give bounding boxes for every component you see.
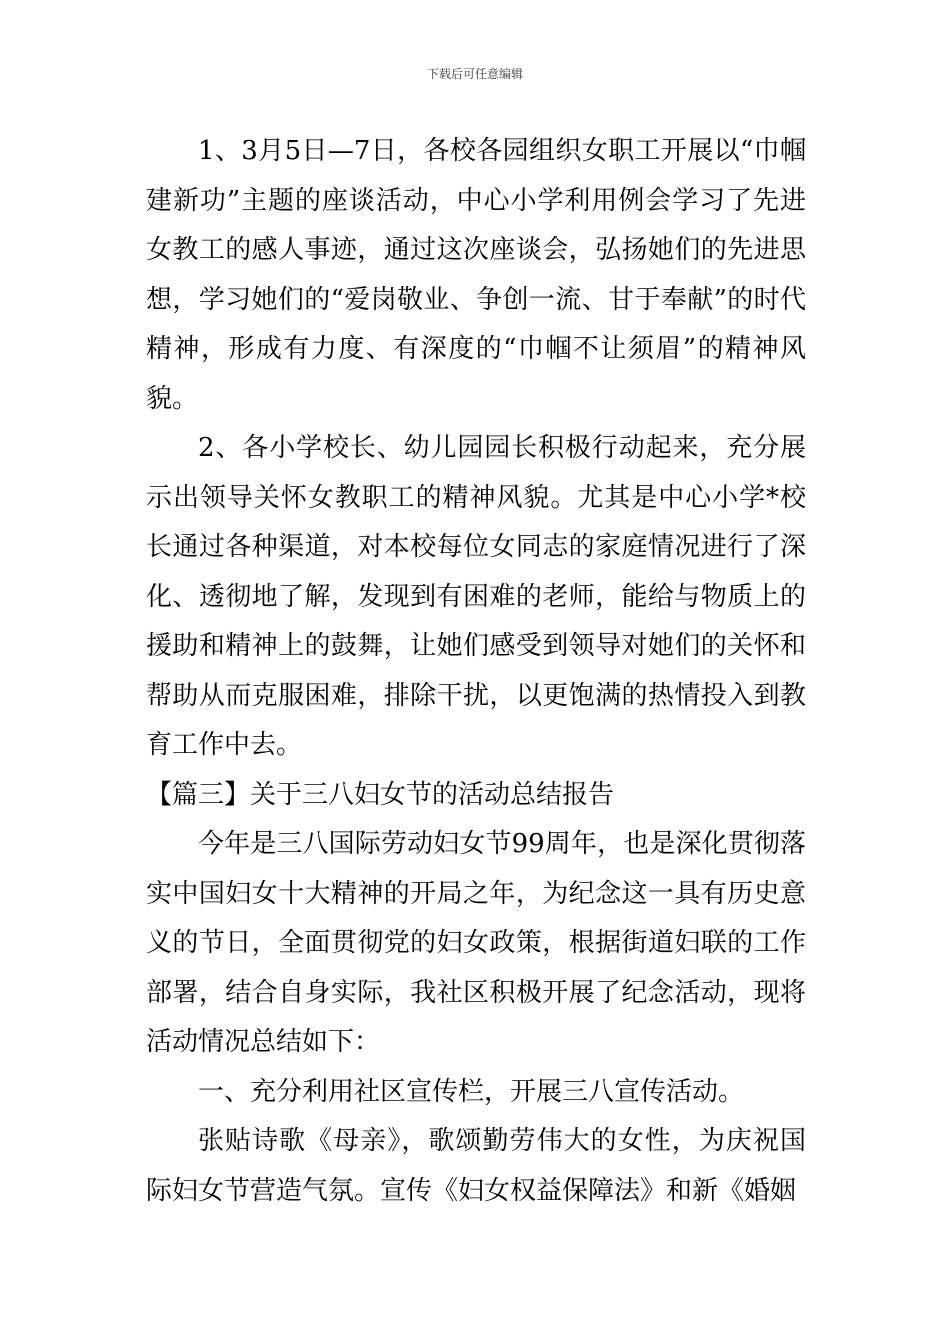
paragraph-5: 张贴诗歌《母亲》，歌颂勤劳伟大的女性，为庆祝国际妇女节营造气氛。宣传《妇女权益保障法》和新《婚姻 (146, 1126, 806, 1206)
paragraph-4: 一、充分利用社区宣传栏，开展三八宣传活动。 (198, 1076, 745, 1107)
header-note: 下载后可任意编辑 (426, 67, 523, 81)
paragraph-2: 2、各小学校长、幼儿园园长积极行动起来，充分展示出领导关怀女教职工的精神风貌。尤其是中心小学*校长通过各种渠道，对本校每位女同志的家庭情况进行了深化、透彻地了解，发现到有困难的老师，能给与物质上的援助和精神上的鼓舞，让她们感受到领导对她们的关怀和帮助从而克服困难，排除干扰，以更饱满的热情投入到教育工作中去。 (146, 433, 806, 760)
paragraph-3: 今年是三八国际劳动妇女节99周年，也是深化贯彻落实中国妇女十大精神的开局之年，为纪念这一具有历史意义的节日，全面贯彻党的妇女政策，根据街道妇联的工作部署，结合自身实际，我社区积极开展了纪念活动，现将活动情况总结如下： (146, 829, 806, 1057)
section-heading: 【篇三】关于三八妇女节的活动总结报告 (146, 779, 615, 810)
paragraph-1: 1、3月5日—7日，各校各园组织女职工开展以“巾帼建新功”主题的座谈活动，中心小学利用例会学习了先进女教工的感人事迹，通过这次座谈会，弘扬她们的先进思想，学习她们的“爱岗敬业、争创一流、甘于奉献”的时代精神，形成有力度、有深度的“巾帼不让须眉”的精神风貌。 (146, 136, 806, 414)
document-body (146, 127, 806, 1216)
